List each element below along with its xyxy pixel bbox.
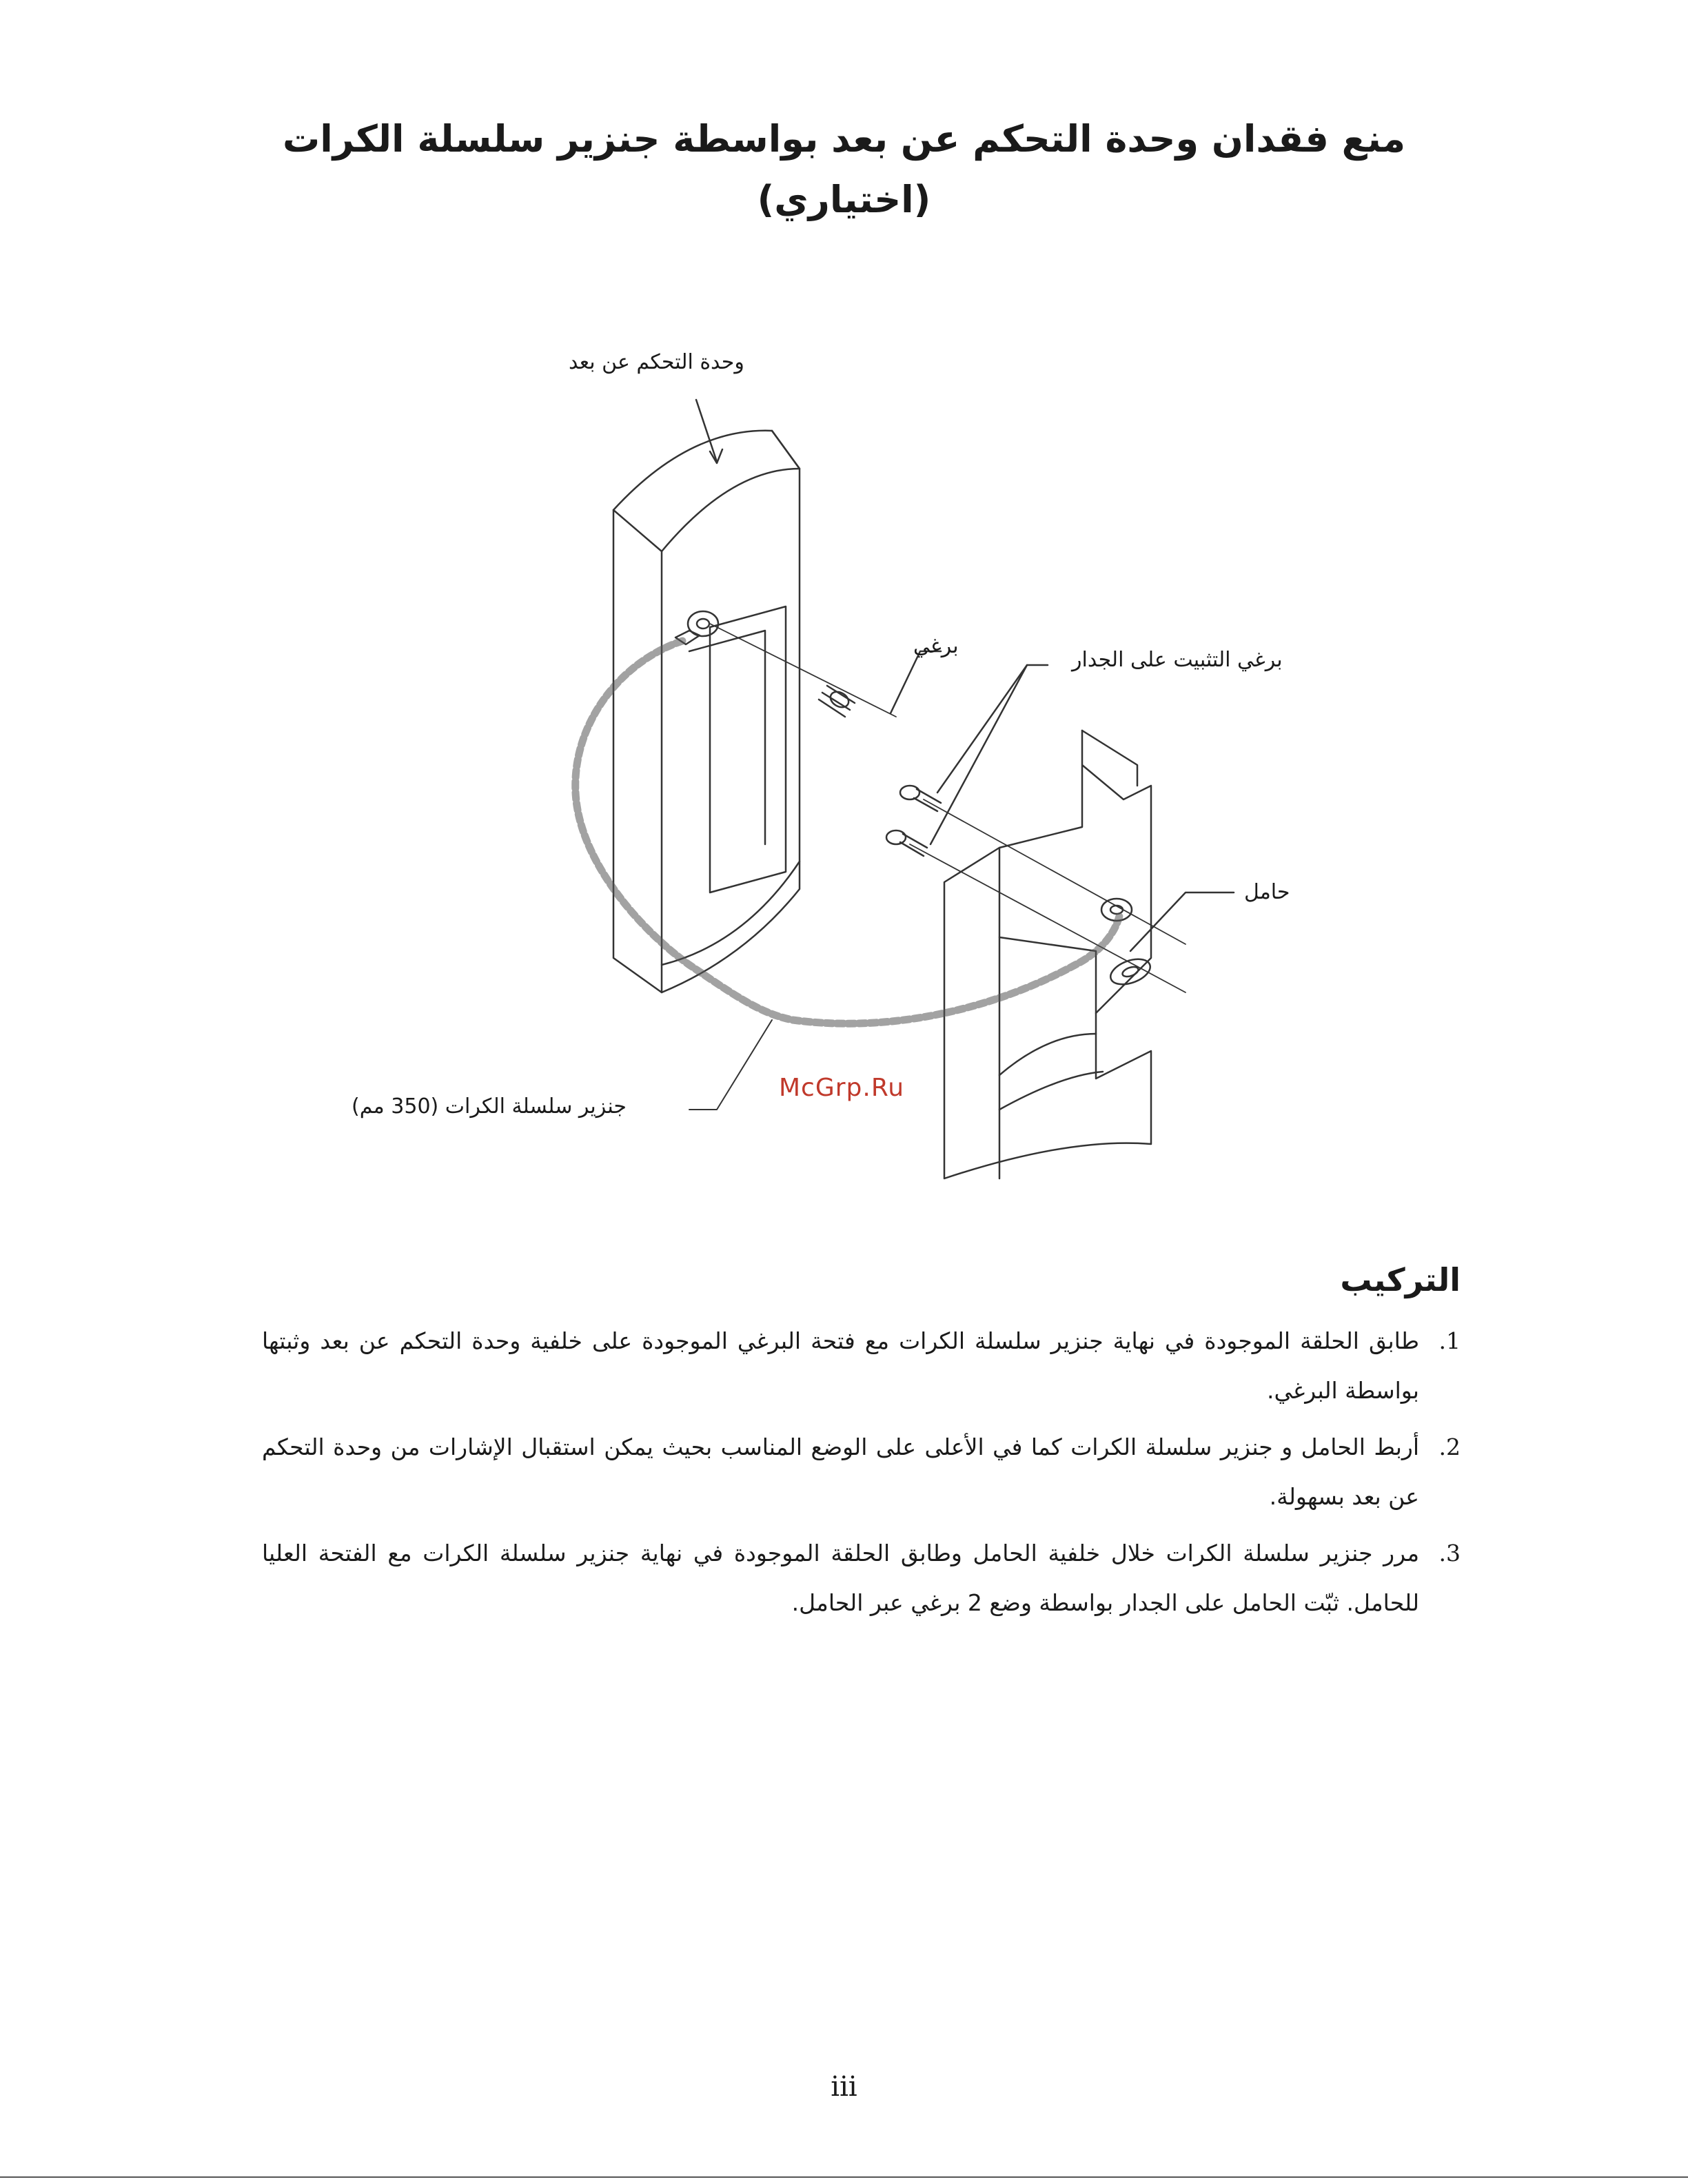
step-3 bbox=[262, 1529, 1461, 1628]
step-text: طابق الحلقة الموجودة في نهاية جنزير سلسلة الكرات مع فتحة البرغي الموجودة على خلفية وحدة التحكم عن بعد وثبتها بواسطة البرغي. bbox=[262, 1327, 1419, 1404]
page-subtitle: (اختياري) bbox=[757, 178, 931, 221]
step-2 bbox=[262, 1422, 1461, 1522]
page-title: منع فقدان وحدة التحكم عن بعد بواسطة جنزير سلسلة الكرات bbox=[282, 117, 1406, 161]
ball-chain-drawing bbox=[576, 641, 1120, 1110]
label-ball-chain: جنزير سلسلة الكرات (350 مم) bbox=[352, 1094, 627, 1119]
installation-steps bbox=[262, 1316, 1461, 1635]
label-screw: برغي bbox=[913, 634, 959, 658]
step-1 bbox=[262, 1316, 1461, 1416]
screw-drawing bbox=[710, 624, 941, 717]
step-text: مرر جنزير سلسلة الكرات خلال خلفية الحامل وطابق الحلقة الموجودة في نهاية جنزير سلسلة الكرات مع الفتحة العليا للحامل. ثبّت الحامل على الجدار بواسطة وضع 2 برغي عبر الحامل. bbox=[262, 1540, 1419, 1616]
watermark: McGrp.Ru bbox=[779, 1074, 905, 1102]
label-wall-screws: برغي التثبيت على الجدار bbox=[1072, 648, 1283, 672]
remote-leader-line bbox=[696, 400, 717, 462]
page-number: iii bbox=[831, 2071, 857, 2103]
label-holder: حامل bbox=[1244, 880, 1290, 904]
step-number: 2. bbox=[1438, 1433, 1461, 1460]
remote-control-drawing bbox=[613, 431, 800, 992]
label-remote-control: وحدة التحكم عن بعد bbox=[569, 350, 744, 374]
footer-rule bbox=[0, 2176, 1688, 2178]
step-text: أربط الحامل و جنزير سلسلة الكرات كما في الأعلى على الوضع المناسب بحيث يمكن استقبال الإشارات من وحدة التحكم عن بعد بسهولة. bbox=[262, 1433, 1419, 1510]
step-number: 3. bbox=[1438, 1540, 1461, 1566]
step-number: 1. bbox=[1438, 1327, 1461, 1354]
installation-heading: التركيب bbox=[1340, 1261, 1461, 1298]
